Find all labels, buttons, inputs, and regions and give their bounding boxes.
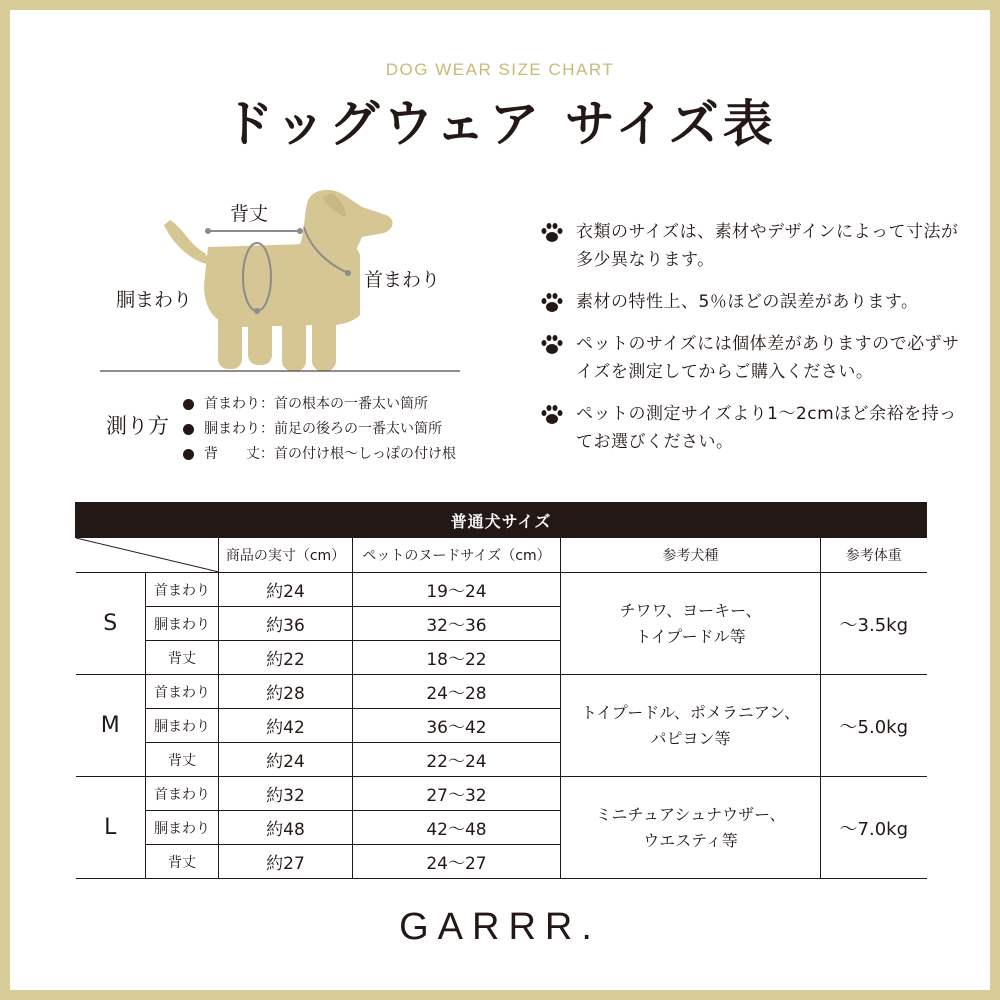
actual-size-cell: 約24 <box>219 573 353 607</box>
paw-icon <box>540 334 564 356</box>
breed-line: ミニチュアシュナウザー、 <box>595 804 786 824</box>
nude-size-cell: 24～28 <box>353 675 561 709</box>
header-nude: ペットのヌードサイズ（cm） <box>353 538 561 573</box>
paw-icon <box>540 292 564 314</box>
chest-label: 胴まわり <box>116 289 193 311</box>
header-breed: 参考犬種 <box>561 538 821 573</box>
weight-cell: ～7.0kg <box>821 777 927 879</box>
bullet-icon <box>183 424 194 435</box>
size-label: M <box>76 675 146 777</box>
page-title: ドッグウェア サイズ表 <box>223 95 777 153</box>
weight-cell: ～5.0kg <box>821 675 927 777</box>
table-header-row <box>76 538 927 573</box>
body-part-cell: 首まわり <box>146 675 219 709</box>
back-length-label: 背丈 <box>230 203 269 225</box>
breed-line: ウエスティ等 <box>643 830 738 850</box>
body-part-cell: 背丈 <box>146 641 219 675</box>
body-part-cell: 胴まわり <box>146 811 219 845</box>
body-part-cell: 胴まわり <box>146 607 219 641</box>
nude-size-cell: 18～22 <box>353 641 561 675</box>
size-table <box>75 502 927 879</box>
notes-list <box>540 218 960 470</box>
nude-size-cell: 36～42 <box>353 709 561 743</box>
breed-cell <box>561 573 821 675</box>
nude-size-cell: 19～24 <box>353 573 561 607</box>
actual-size-cell: 約24 <box>219 743 353 777</box>
actual-size-cell: 約42 <box>219 709 353 743</box>
body-part-cell: 首まわり <box>146 777 219 811</box>
diagonal-divider <box>76 538 219 572</box>
bullet-icon <box>183 449 194 460</box>
neck-label: 首まわり <box>364 269 441 291</box>
measurement-item: 首まわり：首の根本の一番太い箇所 <box>183 392 456 417</box>
measurement-item: 胴まわり：前足の後ろの一番太い箇所 <box>183 417 456 442</box>
table-row <box>76 675 927 709</box>
actual-size-cell: 約27 <box>219 845 353 879</box>
breed-line: トイプードル等 <box>635 626 746 646</box>
nude-size-cell: 42～48 <box>353 811 561 845</box>
body-part-cell: 首まわり <box>146 573 219 607</box>
body-part-cell: 背丈 <box>146 845 219 879</box>
actual-size-cell: 約32 <box>219 777 353 811</box>
table-row <box>76 777 927 811</box>
size-table-body <box>76 573 927 879</box>
bullet-icon <box>183 399 194 410</box>
header-weight: 参考体重 <box>821 538 927 573</box>
note-item: 素材の特性上、5％ほどの誤差があります。 <box>540 288 960 316</box>
measurement-list <box>183 392 456 467</box>
actual-size-cell: 約36 <box>219 607 353 641</box>
paw-icon <box>540 222 564 244</box>
size-label: L <box>76 777 146 879</box>
actual-size-cell: 約28 <box>219 675 353 709</box>
breed-line: トイプードル、ポメラニアン、 <box>580 702 801 722</box>
table-row <box>76 573 927 607</box>
nude-size-cell: 27～32 <box>353 777 561 811</box>
actual-size-cell: 約22 <box>219 641 353 675</box>
size-label: S <box>76 573 146 675</box>
table-title: 普通犬サイズ <box>76 503 927 538</box>
body-part-cell: 胴まわり <box>146 709 219 743</box>
breed-line: チワワ、ヨーキー、 <box>619 600 762 620</box>
measurement-heading: 測り方 <box>106 414 169 438</box>
header-corner <box>76 538 219 573</box>
breed-cell <box>561 675 821 777</box>
page-subtitle: DOG WEAR SIZE CHART <box>385 60 615 79</box>
brand-logo: GARRR. <box>399 906 601 948</box>
weight-cell: ～3.5kg <box>821 573 927 675</box>
paw-icon <box>540 404 564 426</box>
header-actual: 商品の実寸（cm） <box>219 538 353 573</box>
note-item: 衣類のサイズは、素材やデザインによって寸法が多少異なります。 <box>540 218 960 274</box>
breed-line: パピヨン等 <box>650 728 731 748</box>
dog-diagram <box>100 185 480 385</box>
actual-size-cell: 約48 <box>219 811 353 845</box>
nude-size-cell: 22～24 <box>353 743 561 777</box>
body-part-cell: 背丈 <box>146 743 219 777</box>
measurement-item: 背 丈：首の付け根～しっぽの付け根 <box>183 442 456 467</box>
note-item: ペットの測定サイズより1～2cmほど余裕を持ってお選びください。 <box>540 400 960 456</box>
breed-cell <box>561 777 821 879</box>
nude-size-cell: 32～36 <box>353 607 561 641</box>
nude-size-cell: 24～27 <box>353 845 561 879</box>
note-item: ペットのサイズには個体差がありますので必ずサイズを測定してからご購入ください。 <box>540 330 960 386</box>
